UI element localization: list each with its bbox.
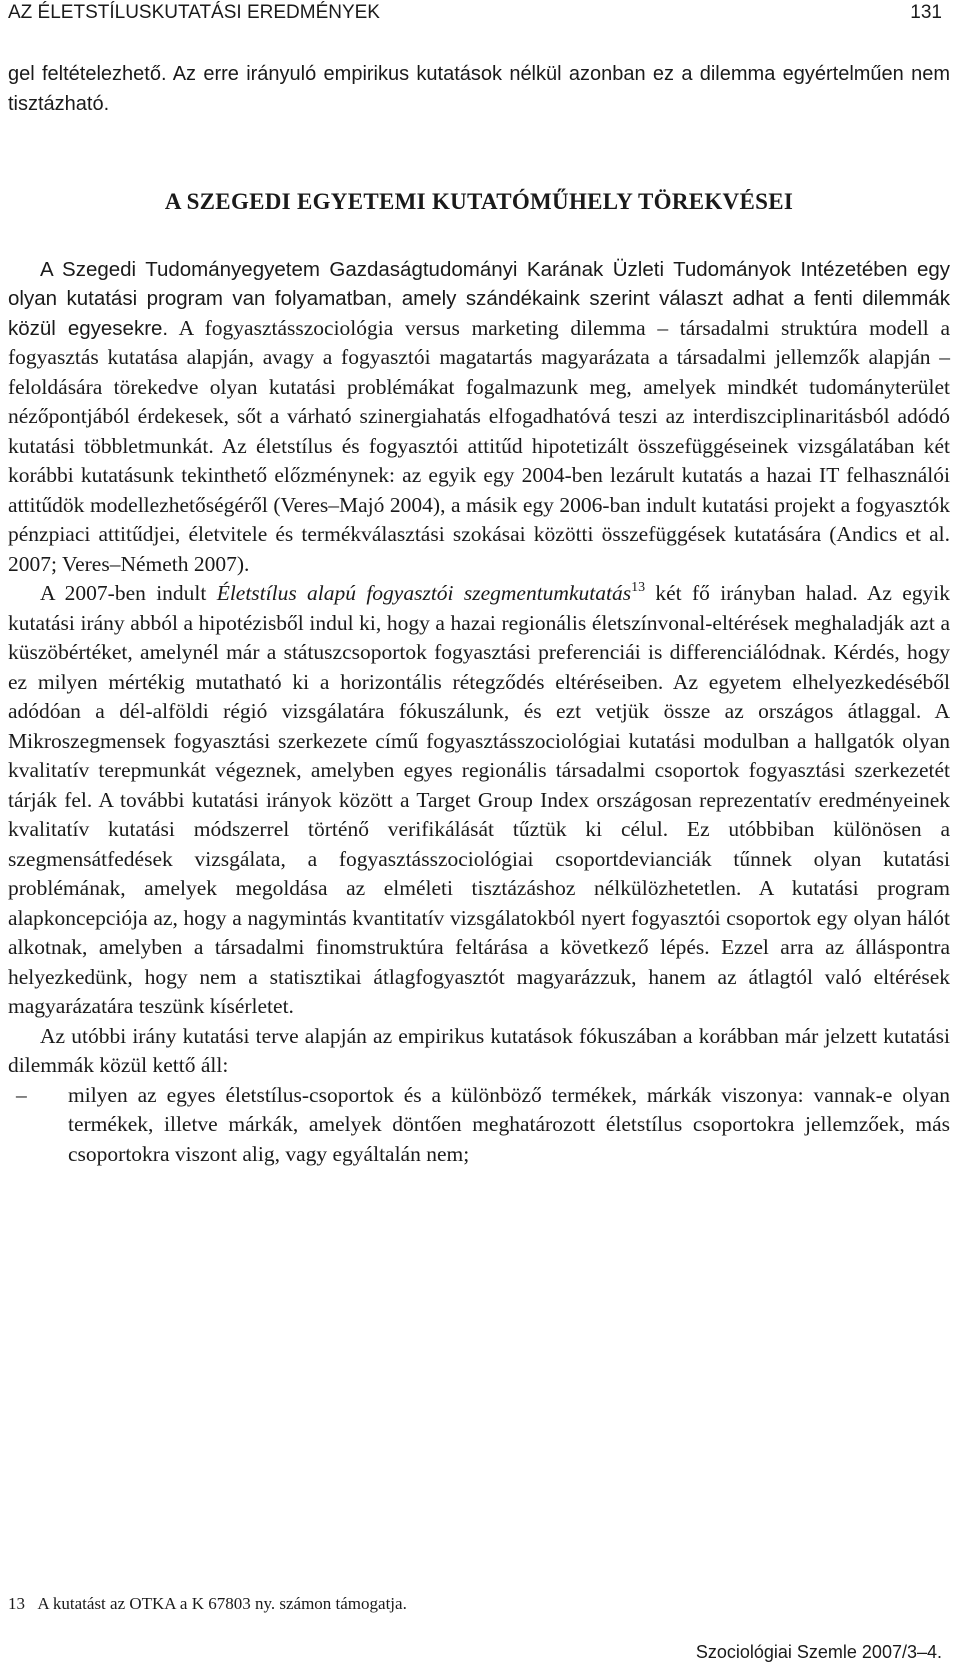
list-item-text: milyen az egyes életstílus-csoportok és a különböző termékek, márkák viszonya: vannak-e olyan termékek, illetve márkák, amelyek döntően meghatározott életstílus csoportokra jellemzőek, más csoportokra viszont alig, vagy egyáltalán nem;	[68, 1082, 950, 1166]
project-title: Életstílus alapú fogyasztói szegmentumkutatás	[216, 581, 632, 605]
paragraph-2-after: két fő irányban halad. Az egyik kutatási irány abból a hipotézisből indul ki, hogy a hazai regionális életszínvonal-eltérések meghaladják azt a küszöbértéket, amelynél már a státuszcsoportok fogyasztási preferenciái is differenciálódnak. Kérdés, hogy ez milyen mértékig mutatható ki a horizontális rétegződés eltéréseiben. Az egyetem elhelyezkedéséből adódóan a dél-alföldi régió vizsgálatára fókuszálunk, és ezt vetjük össze az országos átlaggal. A Mikroszegmensek fogyasztási szerkezete című fogyasztásszociológiai kutatási modulban a hallgatók olyan kvalitatív terepmunkát végeznek, amelyben egyes regionális társadalmi csoportok fogyasztási szerkezetét tárják fel. A további kutatási irányok között a Target Group Index országosan reprezentatív eredményeinek kvalitatív kutatási módszerrel történő verifikálását tűztük ki célul. Ez utóbbiban különösen a szegmensátfedések vizsgálata, a fogyasztásszociológiai csoportdevianciák tűnnek olyan kutatási problémának, amelyek megoldása az elméleti tisztázáshoz nélkülözhetetlen. A kutatási program alapkoncepciója az, hogy a nagymintás kvantitatív vizsgálatokból nyert fogyasztói csoportok egy olyan hálót alkotnak, amelyben a társadalmi finomstruktúra feltárása a következő lépés. Ezzel arra az álláspontra helyezkedünk, hogy nem a statisztikai átlagfogyasztót magyarázzuk, hanem az átlagtól való eltérések magyarázatára teszünk kísérletet.	[8, 581, 950, 1018]
running-header	[8, 2, 952, 28]
running-footer: Szociológiai Szemle 2007/3–4.	[695, 1642, 942, 1662]
paragraph-1	[8, 255, 950, 580]
running-header-title: AZ ÉLETSTÍLUSKUTATÁSI EREDMÉNYEK	[8, 2, 380, 23]
footnote-ref: 13	[631, 580, 646, 595]
page-number: 131	[910, 2, 942, 23]
paragraph-2-before: A 2007-ben indult	[40, 581, 217, 605]
paragraph-3: Az utóbbi irány kutatási terve alapján az empirikus kutatások fókuszában a korábban már jelzett kutatási dilemmák közül kettő áll:	[8, 1023, 950, 1077]
intro-text: gel feltételezhető. Az erre irányuló empirikus kutatások nélkül azonban ez a dilemma egyértelműen nem tisztázható.	[8, 63, 950, 115]
research-questions-list	[8, 1081, 950, 1170]
footnote-text: A kutatást az OTKA a K 67803 ny. számon támogatja.	[37, 1594, 407, 1613]
intro-paragraph	[8, 60, 950, 119]
paragraph-1-body: A fogyasztásszociológia versus marketing dilemma – társadalmi struktúra modell a fogyasztás kutatása alapján, avagy a fogyasztói magatartás magyarázata a társadalmi jellemzők alapján – feloldására törekedve olyan kutatási problémákat fogalmazunk meg, amelyek mindkét tudományterület nézőpontjából érdekesek, sőt a várható szinergiahatás elfogadhatóvá teszi az interdiszciplinaritásból adódó kutatási többletmunkát. Az életstílus és fogyasztói attitűd hipotetizált összefüggéseinek vizsgálatában két korábbi kutatásunk tekinthető előzménynek: az egyik egy 2004-ben lezárult kutatás a hazai IT felhasználói attitűdök modellezhetőségéről (Veres–Majó 2004), a másik egy 2006-ban indult kutatási projekt a fogyasztók pénzpiaci attitűdjei, életvitele és termékválasztási szokásai közötti összefüggések kutatására (Andics et al. 2007; Veres–Németh 2007).	[8, 315, 950, 576]
footnote	[8, 1594, 407, 1614]
section-heading: A SZEGEDI EGYETEMI KUTATÓMŰHELY TÖREKVÉSEI	[164, 189, 794, 214]
paragraph-2	[8, 579, 950, 1022]
list-item-marker: –	[16, 1082, 27, 1107]
paragraph-1-opening: A Szegedi Tudományegyetem Gazdaságtudományi Karának Üzleti Tudományok Intézetében egy olyan kutatási program van folyamatban, amely szándékaink szerint választ adhat a fenti dilemmák közül egyesekre.	[8, 257, 950, 340]
article-body	[8, 60, 950, 1169]
list-item	[8, 1081, 950, 1170]
footnote-number: 13	[8, 1594, 25, 1613]
